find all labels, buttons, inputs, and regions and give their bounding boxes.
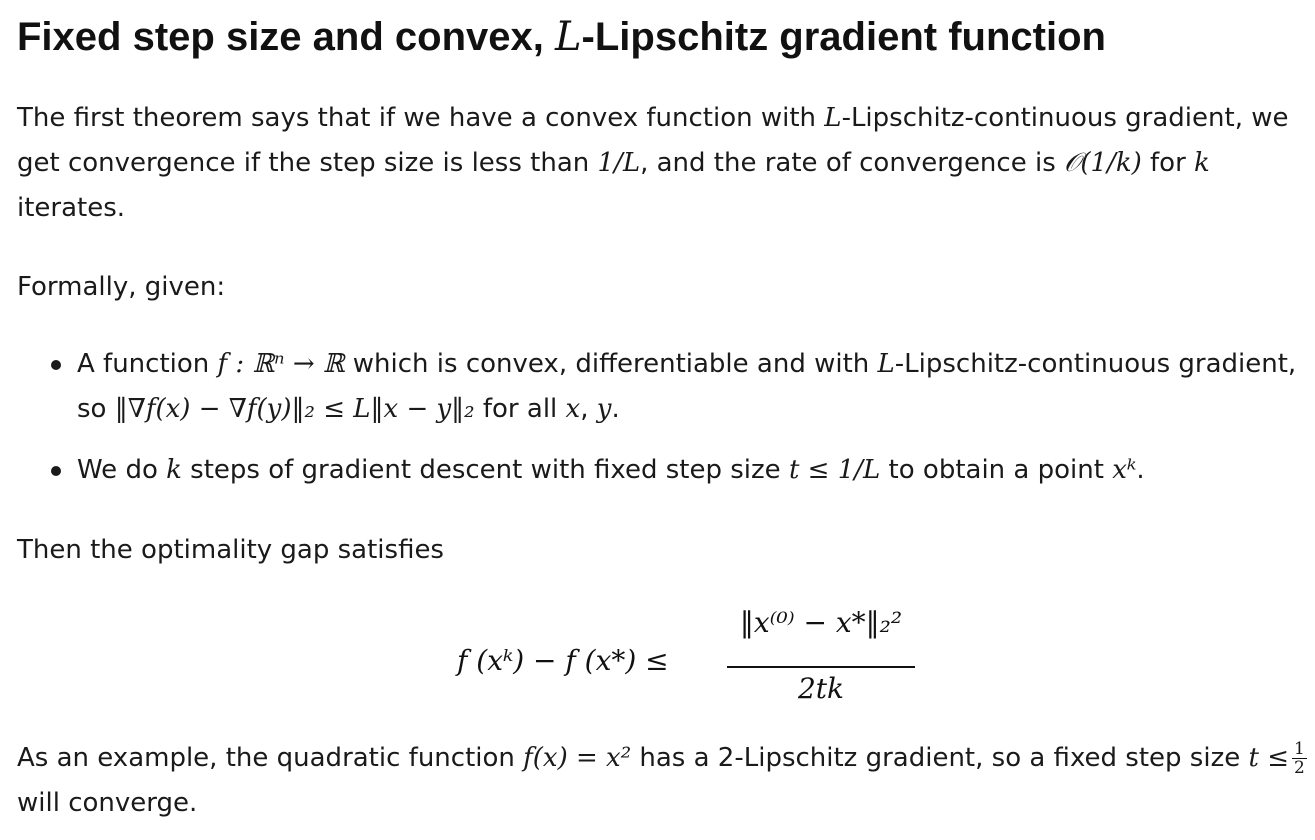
bullet-text: . (611, 394, 620, 424)
bullet-text: -Lipschitz-continuous gradient, so (77, 349, 1297, 424)
heading-text: Fixed step size and convex, (17, 15, 555, 59)
example-math: t ≤ (1248, 743, 1289, 773)
list-item (17, 342, 1307, 432)
bullet-math: f : ℝⁿ → ℝ (217, 349, 345, 379)
bullet-text: for all (474, 394, 566, 424)
bullet-text: to obtain a point (880, 455, 1113, 485)
bullet-dot (51, 360, 61, 370)
intro-text: for (1141, 148, 1195, 178)
intro-math-l: L (824, 103, 842, 133)
bullet-math: t ≤ 1/L (788, 455, 881, 485)
intro-math-step: 1/L (597, 148, 641, 178)
optimality-gap-equation (457, 598, 917, 708)
bullet-math: k (166, 455, 182, 485)
bullet-text: which is convex, differentiable and with (344, 349, 878, 379)
equation-denominator: 2tk (797, 672, 845, 705)
heading-math: L (554, 14, 582, 60)
example-text: As an example, the quadratic function (17, 743, 524, 773)
intro-math-k: k (1194, 148, 1210, 178)
half-numerator: 1 (1293, 739, 1305, 759)
half-denominator: 2 (1293, 758, 1305, 778)
bullet-text: We do (77, 455, 167, 485)
intro-text: , and the rate of convergence is (640, 148, 1065, 178)
example-text: has a 2-Lipschitz gradient, so a fixed step size (631, 743, 1249, 773)
intro-text: -Lipschitz-continuous gradient, we get convergence if the step size is less than (17, 103, 1289, 178)
bullet-math: L (877, 349, 895, 379)
intro-math-rate: 𝒪(1/k) (1064, 148, 1142, 178)
intro-text: iterates. (17, 193, 126, 223)
formally-paragraph: Formally, given: (17, 272, 226, 302)
bullet-text: A function (77, 349, 218, 379)
example-math: f(x) = x² (523, 743, 632, 773)
heading-text-end: -Lipschitz gradient function (581, 15, 1106, 59)
then-paragraph: Then the optimality gap satisfies (17, 535, 444, 565)
fraction-bar (727, 666, 915, 668)
intro-paragraph (17, 96, 1312, 231)
intro-text: The first theorem says that if we have a convex function with (17, 103, 825, 133)
bullet-text: steps of gradient descent with fixed step size (181, 455, 789, 485)
half-fraction (1292, 740, 1307, 777)
section-heading (17, 12, 1106, 62)
example-paragraph (17, 736, 1312, 826)
bullet-math: y (596, 394, 612, 424)
bullet-text: . (1136, 455, 1145, 485)
bullet-math: xᵏ (1112, 455, 1137, 485)
bullet-math: ‖∇f(x) − ∇f(y)‖₂ ≤ L‖x − y‖₂ (114, 394, 475, 424)
list-item (17, 448, 1307, 493)
equation-numerator: ‖x⁽⁰⁾ − x*‖₂² (739, 606, 903, 639)
assumption-list (17, 342, 1307, 493)
equation-lhs: f (xᵏ) − f (x*) ≤ (457, 644, 669, 677)
bullet-text: , (580, 394, 597, 424)
bullet-dot (51, 466, 61, 476)
bullet-math: x (565, 394, 581, 424)
example-text: will converge. (17, 788, 198, 818)
